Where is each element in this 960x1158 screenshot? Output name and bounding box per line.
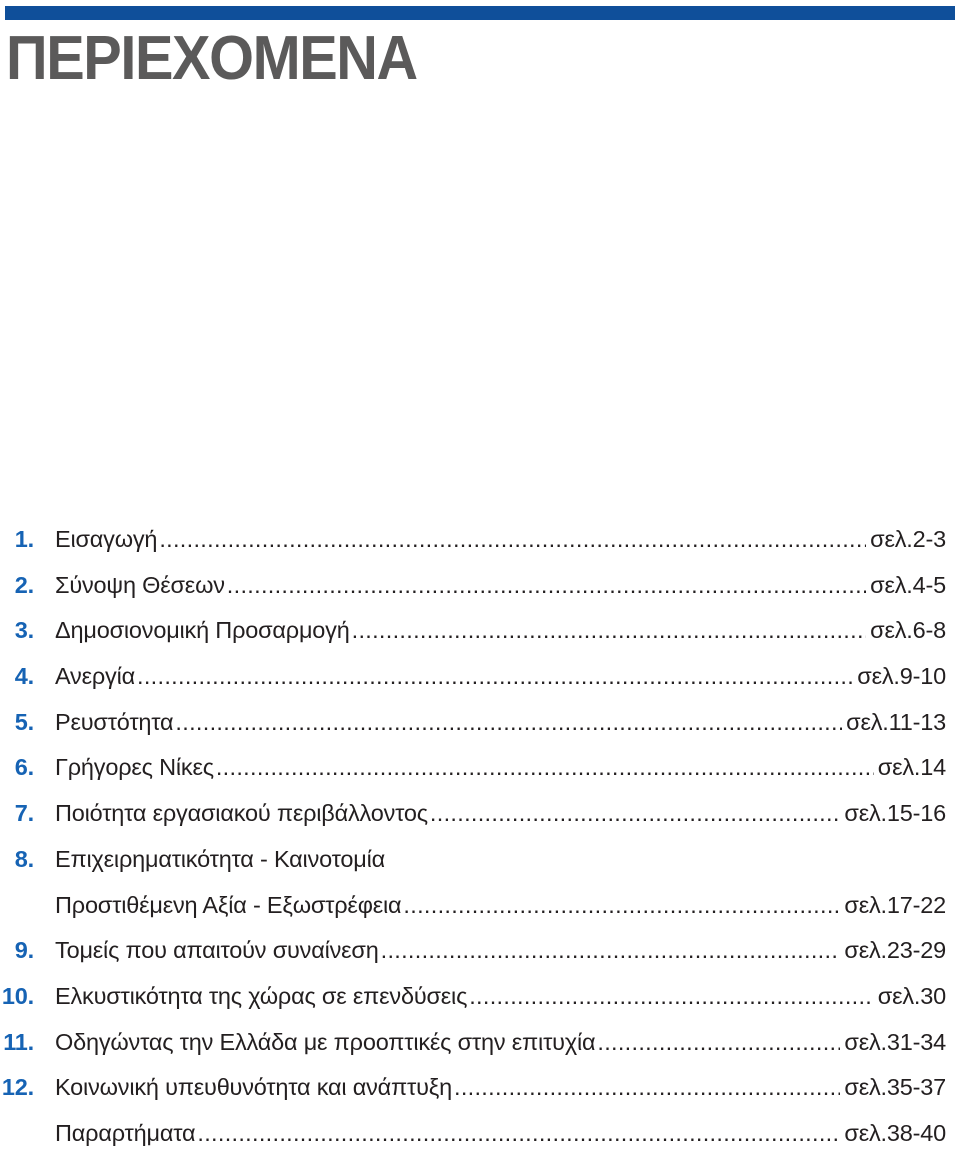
toc-item-unemployment[interactable] — [0, 655, 946, 701]
dot-leader — [597, 1027, 840, 1057]
toc-item-label: Επιχειρηματικότητα - Καινοτομία — [55, 845, 386, 872]
toc-item-fiscal-adjustment[interactable] — [0, 609, 946, 655]
dot-leader — [403, 890, 840, 920]
toc-item-label: Εισαγωγή — [55, 526, 158, 552]
toc-item-investment-attractiveness[interactable] — [0, 975, 946, 1021]
toc-item-number: 3. — [14, 617, 34, 644]
toc-item-number: 12. — [1, 1074, 34, 1101]
toc-item-page: σελ.4-5 — [866, 570, 946, 600]
toc-item-number: 7. — [14, 800, 34, 827]
toc-item-number: 6. — [14, 754, 34, 781]
toc-item-page: σελ.15-16 — [840, 798, 946, 828]
toc-item-label-line2: Προστιθέμενη Αξία - Εξωστρέφεια — [55, 891, 402, 918]
toc-item-label: Παραρτήματα — [55, 1119, 196, 1146]
toc-item-number: 5. — [14, 708, 34, 735]
table-of-contents — [0, 518, 960, 1158]
toc-item-label: Γρήγορες Νίκες — [55, 754, 214, 781]
dot-leader — [197, 1118, 840, 1148]
toc-item-page: σελ.31-34 — [840, 1027, 946, 1057]
dot-leader — [175, 707, 842, 737]
toc-item-page: σελ.35-37 — [840, 1072, 946, 1102]
dot-leader — [216, 752, 874, 782]
top-accent-bar — [5, 6, 955, 20]
toc-item-page: σελ.11-13 — [842, 707, 946, 737]
toc-item-social-responsibility[interactable] — [0, 1066, 946, 1112]
dot-leader — [159, 524, 866, 554]
toc-item-entrepreneurship[interactable] — [0, 838, 946, 929]
toc-item-number: 2. — [14, 571, 34, 598]
toc-item-liquidity[interactable] — [0, 701, 946, 747]
page-title: ΠΕΡΙΕΧΟΜΕΝΑ — [6, 24, 417, 93]
toc-item-label: Τομείς που απαιτούν συναίνεση — [55, 937, 379, 964]
toc-item-page: σελ.30 — [874, 981, 946, 1011]
dot-leader — [352, 615, 867, 645]
toc-item-page: σελ.17-22 — [840, 890, 946, 920]
dot-leader — [469, 981, 874, 1011]
toc-item-number: 1. — [14, 526, 34, 552]
toc-item-quick-wins[interactable] — [0, 746, 946, 792]
toc-item-page: σελ.6-8 — [866, 615, 946, 645]
toc-item-number: 11. — [3, 1028, 34, 1055]
toc-item-consensus-sectors[interactable] — [0, 929, 946, 975]
toc-item-label: Ρευστότητα — [55, 708, 174, 735]
toc-item-page: σελ.9-10 — [853, 661, 946, 691]
dot-leader — [381, 935, 841, 965]
toc-item-page: σελ.38-40 — [840, 1118, 946, 1148]
toc-item-appendices[interactable] — [0, 1112, 946, 1158]
dot-leader — [137, 661, 853, 691]
toc-item-label: Ποιότητα εργασιακού περιβάλλοντος — [55, 800, 428, 827]
toc-item-number: 4. — [14, 663, 34, 690]
toc-item-label: Ελκυστικότητα της χώρας σε επενδύσεις — [55, 982, 468, 1009]
toc-item-introduction[interactable] — [0, 518, 946, 564]
toc-item-number: 8. — [14, 845, 34, 872]
toc-item-page: σελ.23-29 — [840, 935, 946, 965]
toc-item-label: Οδηγώντας την Ελλάδα με προοπτικές στην επιτυχία — [55, 1028, 596, 1055]
toc-item-page: σελ.14 — [874, 752, 946, 782]
toc-item-leading-greece[interactable] — [0, 1021, 946, 1067]
toc-item-number: 10. — [1, 982, 34, 1009]
toc-item-label: Δημοσιονομική Προσαρμογή — [55, 617, 350, 644]
toc-item-number: 9. — [14, 937, 34, 964]
toc-item-label: Κοινωνική υπευθυνότητα και ανάπτυξη — [55, 1074, 452, 1101]
toc-item-positions-summary[interactable] — [0, 564, 946, 610]
dot-leader — [430, 798, 841, 828]
toc-item-label: Ανεργία — [55, 663, 136, 690]
toc-item-label: Σύνοψη Θέσεων — [55, 571, 225, 598]
dot-leader — [454, 1072, 840, 1102]
toc-item-work-environment[interactable] — [0, 792, 946, 838]
toc-item-page: σελ.2-3 — [866, 524, 946, 554]
dot-leader — [227, 570, 866, 600]
